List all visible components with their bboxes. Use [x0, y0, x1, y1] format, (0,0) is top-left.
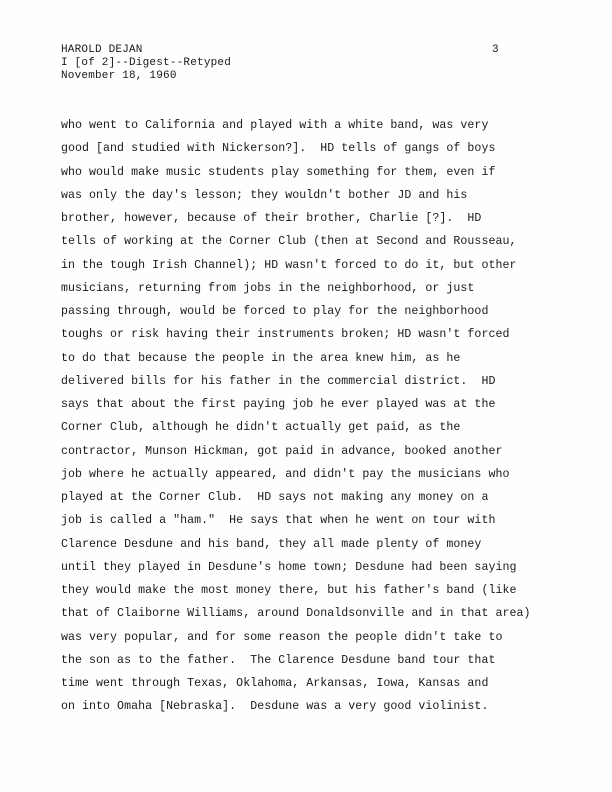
text-line: good [and studied with Nickerson?]. HD tells of gangs of boys [61, 142, 496, 156]
page-number: 3 [492, 44, 499, 56]
text-line: passing through, would be forced to play for the neighborhood [61, 305, 489, 318]
text-line: to do that because the people in the area knew him, as he [61, 351, 461, 365]
text-line: job where he actually appeared, and didn't pay the musicians who [61, 467, 510, 481]
text-line: in the tough Irish Channel); HD wasn't forced to do it, but other [61, 258, 517, 272]
text-line: musicians, returning from jobs in the neighborhood, or just [61, 281, 475, 295]
document-header [61, 44, 231, 83]
text-line: says that about the first paying job he ever played was at the [61, 398, 496, 411]
text-line: played at the Corner Club. HD says not making any money on a [61, 491, 489, 504]
text-line: who went to California and played with a white band, was very [61, 119, 489, 132]
body-text [61, 114, 591, 719]
text-line: brother, however, because of their brother, Charlie [?]. HD [61, 212, 482, 225]
text-line: was only the day's lesson; they wouldn't bother JD and his [61, 188, 468, 202]
text-line: on into Omaha [Nebraska]. Desdune was a very good violinist. [61, 700, 489, 714]
text-line: that of Claiborne Williams, around Donaldsonville and in that area) [61, 607, 531, 621]
text-line: was very popular, and for some reason the people didn't take to [61, 630, 503, 644]
interviewee-name: HAROLD DEJAN [61, 44, 143, 56]
text-line: Corner Club, although he didn't actually get paid, as the [61, 421, 461, 435]
text-line: tells of working at the Corner Club (then at Second and Rousseau, [61, 235, 517, 249]
text-line: until they played in Desdune's home town; Desdune had been saying [61, 560, 517, 574]
text-line: toughs or risk having their instruments broken; HD wasn't forced [61, 328, 510, 342]
text-line: contractor, Munson Hickman, got paid in advance, booked another [61, 444, 503, 458]
reel-description: I [of 2]--Digest--Retyped [61, 57, 232, 69]
text-line: who would make music students play something for them, even if [61, 165, 496, 179]
interview-date: November 18, 1960 [61, 70, 177, 82]
text-line: time went through Texas, Oklahoma, Arkansas, Iowa, Kansas and [61, 677, 489, 690]
text-line: job is called a "ham." He says that when he went on tour with [61, 514, 496, 528]
text-line: they would make the most money there, but his father's band (like [61, 584, 517, 597]
text-line: the son as to the father. The Clarence Desdune band tour that [61, 653, 496, 667]
text-line: Clarence Desdune and his band, they all made plenty of money [61, 537, 482, 551]
text-line: delivered bills for his father in the commercial district. HD [61, 374, 496, 388]
